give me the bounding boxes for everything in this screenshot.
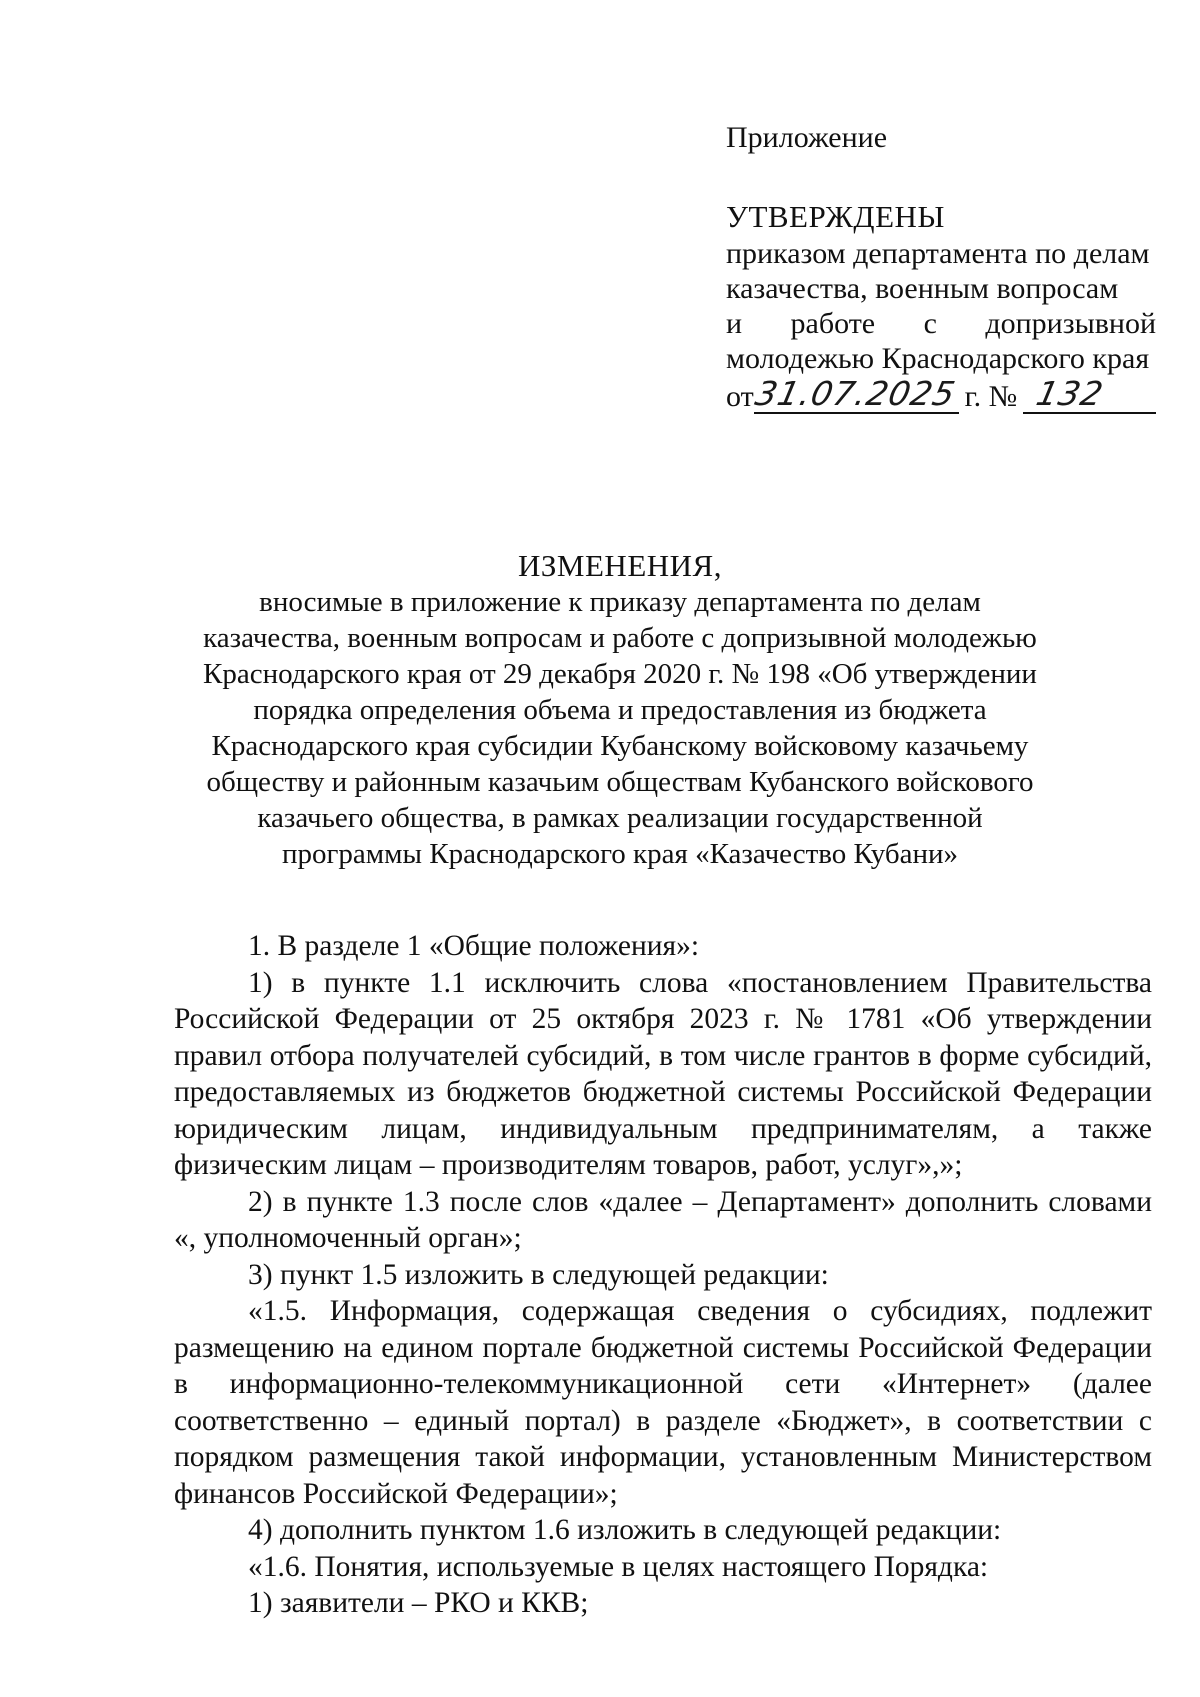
title-line: казачьего общества, в рамках реализации государственной bbox=[257, 802, 983, 834]
handwritten-date: 31.07.2025 bbox=[751, 374, 959, 413]
title-line: обществу и районным казачьим обществам Кубанского войскового bbox=[206, 766, 1034, 798]
body-paragraph: «1.5. Информация, содержащая сведения о субсидиях, подлежит размещению на едином портале бюджетной системы Российской Федерации в информационно-телекоммуникационной сети «Интернет» (далее соответственно – единый портал) в разделе «Бюджет», в соответствии с порядком размещения такой информации, установленным Министерством финансов Российской Федерации»; bbox=[174, 1295, 1152, 1510]
title-line: Краснодарского края субсидии Кубанскому войсковому казачьему bbox=[211, 730, 1029, 762]
document-body bbox=[174, 928, 1152, 1622]
title-line: казачества, военным вопросам и работе с допризывной молодежью bbox=[203, 622, 1037, 654]
title-line: программы Краснодарского края «Казачество Кубани» bbox=[282, 838, 958, 870]
approval-block bbox=[726, 120, 1156, 414]
document-title-block bbox=[140, 548, 1100, 872]
handwritten-number-field bbox=[1023, 374, 1156, 414]
title-line: порядка определения объема и предоставления из бюджета bbox=[253, 694, 987, 726]
handwritten-number: 132 bbox=[1033, 374, 1108, 413]
body-paragraph: 4) дополнить пунктом 1.6 изложить в следующей редакции: bbox=[248, 1514, 1002, 1546]
title-line: вносимые в приложение к приказу департамента по делам bbox=[259, 586, 981, 618]
body-paragraph: «1.6. Понятия, используемые в целях настоящего Порядка: bbox=[248, 1550, 989, 1583]
handwritten-date-field bbox=[751, 374, 959, 414]
body-paragraph: 3) пункт 1.5 изложить в следующей редакции: bbox=[248, 1258, 829, 1291]
body-paragraph: 1) в пункте 1.1 исключить слова «постановлением Правительства Российской Федерации от 25 октября 2023 г. № 1781 «Об утверждении правил отбора получателей субсидий, в том числе грантов в форме субсидий, предоставляемых из бюджетов бюджетной системы Российской Федерации юридическим лицам, индивидуальным предпринимателям, а также физическим лицам – производителям товаров, работ, услуг»,»; bbox=[174, 966, 1152, 1181]
body-paragraph: 2) в пункте 1.3 после слов «далее – Департамент» дополнить словами «, уполномоченный орган»; bbox=[174, 1185, 1152, 1254]
approval-line: казачества, военным вопросам bbox=[726, 272, 1119, 305]
approval-line: молодежью Краснодарского края bbox=[726, 342, 1150, 375]
document-heading: ИЗМЕНЕНИЯ, bbox=[518, 548, 722, 583]
approved-label: УТВЕРЖДЕНЫ bbox=[726, 199, 945, 234]
approval-line: приказом департамента по делам bbox=[726, 237, 1150, 270]
approval-line: и работе с допризывной bbox=[726, 307, 1156, 340]
title-line: Краснодарского края от 29 декабря 2020 г. № 198 «Об утверждении bbox=[203, 658, 1037, 690]
order-date-line bbox=[726, 374, 1156, 414]
year-number-label: г. № bbox=[964, 380, 1018, 413]
appendix-label: Приложение bbox=[726, 121, 888, 154]
body-paragraph: 1. В разделе 1 «Общие положения»: bbox=[248, 930, 700, 962]
body-paragraph: 1) заявители – РКО и ККВ; bbox=[248, 1587, 589, 1619]
date-prefix: от bbox=[726, 380, 754, 413]
